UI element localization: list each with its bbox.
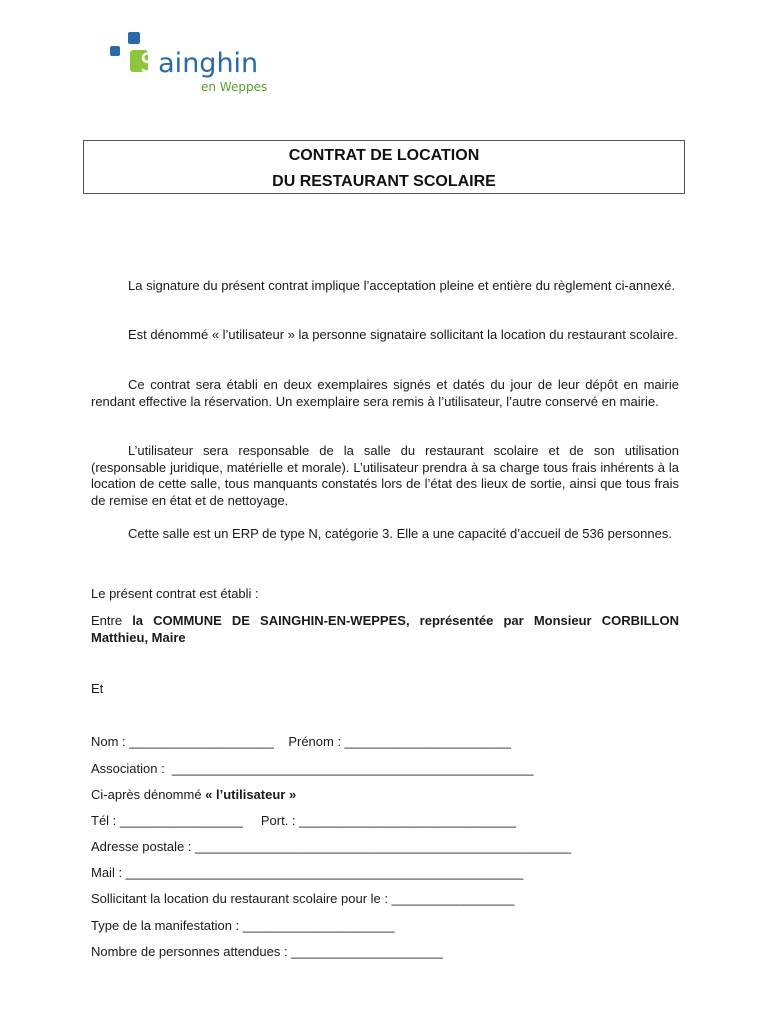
logo-square-top	[128, 32, 140, 44]
contract-intro: Le présent contrat est établi :	[91, 586, 259, 601]
form-nom-prenom: Nom : ____________________ Prénom : _______________________	[91, 734, 511, 749]
paragraph-4: L’utilisateur sera responsable de la salle du restaurant scolaire et de son utilisation (responsable juridique, matérielle et morale). L’utilisateur prendra à sa charge tous frais inhérents à la location de cette salle, tous manquants constatés lors de l’état des lieux de sortie, ainsi que tous frais de remise en état et de nettoyage.	[91, 443, 679, 508]
paragraph-3: Ce contrat sera établi en deux exemplaires signés et datés du jour de leur dépôt en mairie rendant effective la réservation. Un exemplaire sera remis à l’utilisateur, l’autre conservé en mairie.	[91, 377, 679, 409]
form-adresse: Adresse postale : ____________________________________________________	[91, 839, 572, 854]
title-line-1: CONTRAT DE LOCATION	[288, 147, 480, 164]
form-nombre-personnes: Nombre de personnes attendues : _____________________	[91, 944, 444, 959]
form-association: Association : __________________________________________________	[91, 761, 534, 776]
parties-entre: Entre la COMMUNE DE SAINGHIN-EN-WEPPES, représentée par Monsieur CORBILLON Matthieu, Maire	[91, 613, 679, 645]
form-sollicitant: Sollicitant la location du restaurant scolaire pour le : _________________	[91, 891, 515, 906]
et-label: Et	[91, 681, 104, 696]
paragraph-2: Est dénommé « l’utilisateur » la personne signataire sollicitant la location du restaurant scolaire.	[128, 327, 678, 342]
document-title-box	[83, 140, 685, 194]
form-tel-port: Tél : _________________ Port. : ______________________________	[91, 813, 517, 828]
logo-subtitle: en Weppes	[201, 80, 268, 94]
form-mail: Mail : _______________________________________________________	[91, 865, 524, 880]
paragraph-5: Cette salle est un ERP de type N, catégorie 3. Elle a une capacité d’accueil de 536 personnes.	[128, 526, 672, 541]
logo-square-small	[110, 46, 120, 56]
paragraph-1: La signature du présent contrat implique l’acceptation pleine et entière du règlement ci-annexé.	[128, 278, 676, 293]
logo-name: Sainghin	[140, 48, 259, 79]
title-line-2: DU RESTAURANT SCOLAIRE	[272, 173, 496, 190]
sainghin-logo	[108, 32, 288, 96]
form-ci-apres: Ci-après dénommé « l’utilisateur »	[91, 787, 297, 802]
form-type-manifestation: Type de la manifestation : _____________________	[91, 918, 395, 933]
